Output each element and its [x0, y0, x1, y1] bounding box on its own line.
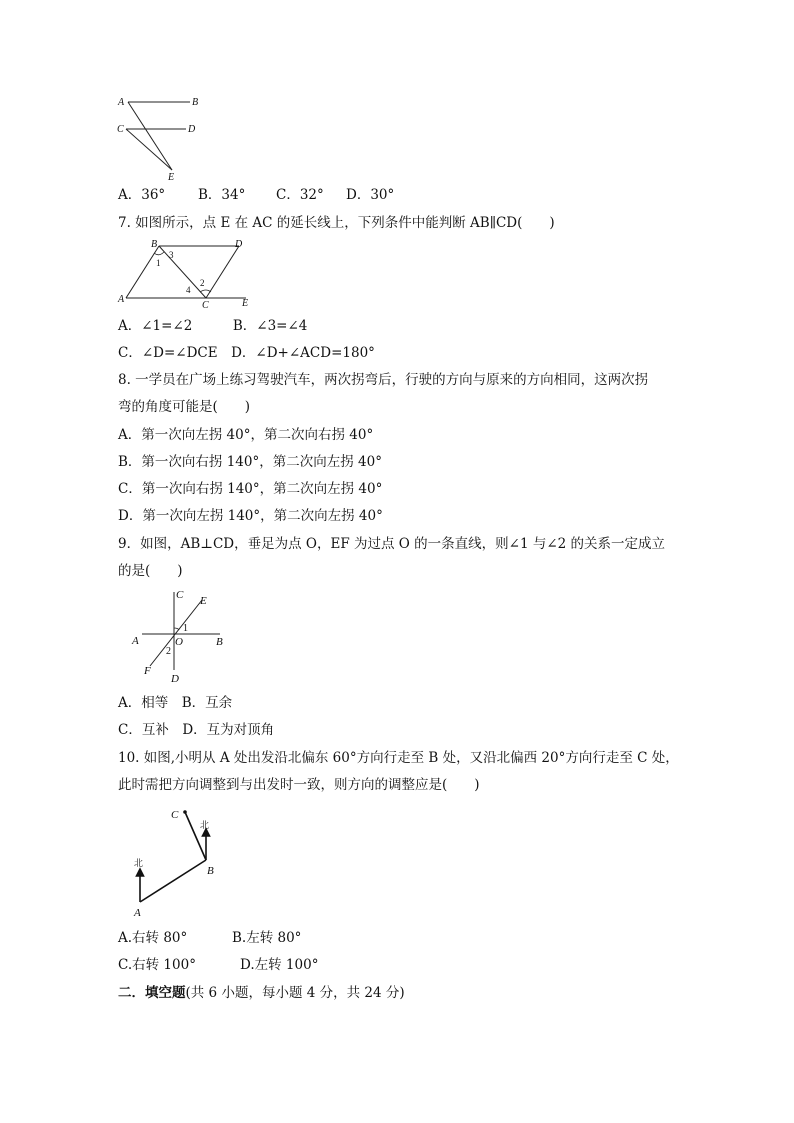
angle-label-1: 1	[183, 623, 188, 634]
q8-stem-line1: 8. 一学员在广场上练习驾驶汽车，两次拐弯后，行驶的方向与原来的方向相同，这两次拐	[118, 372, 649, 388]
angle-label-4: 4	[186, 285, 191, 295]
angle-arc-c	[200, 290, 211, 292]
label-a: A	[132, 635, 139, 647]
angle-label-2: 2	[200, 278, 205, 288]
section-2-note: (共 6 小题，每小题 4 分，共 24 分)	[185, 985, 405, 1001]
label-b: B	[207, 865, 214, 877]
path-bc	[185, 812, 206, 860]
label-d: D	[235, 239, 243, 250]
q7-options-line2: C．∠D=∠DCE D．∠D+∠ACD=180°	[118, 345, 375, 361]
section-2-heading	[118, 984, 405, 1002]
q10-stem-line1: 10. 如图,小明从 A 处出发沿北偏东 60°方向行走至 B 处，又沿北偏西 20°方向行走至 C 处，	[118, 750, 679, 766]
line-ab	[126, 246, 159, 298]
q9-options-line1: A．相等 B．互余	[118, 695, 233, 711]
q9-figure	[126, 586, 236, 686]
q10-stem-line2: 此时需把方向调整到与出发时一致，则方向的调整应是( )	[118, 777, 480, 793]
label-d: D	[188, 124, 196, 135]
q7-figure	[114, 236, 254, 308]
label-e: E	[242, 298, 249, 308]
label-e: E	[200, 595, 207, 607]
q8-option-b: B．第一次向右拐 140°，第二次向左拐 40°	[118, 454, 382, 470]
label-d: D	[171, 673, 179, 685]
q9-stem-line1: 9．如图，AB⊥CD，垂足为点 O，EF 为过点 O 的一条直线，则∠1 与∠2 的关系一定成立	[118, 536, 666, 552]
q10-option-b: B.左转 80°	[232, 930, 302, 946]
point-c	[183, 810, 187, 814]
line-cd	[206, 246, 239, 298]
q6-option-a: A．36°	[118, 187, 166, 203]
q9-options-line2: C．互补 D．互为对顶角	[118, 722, 275, 738]
north-label-b: 北	[200, 821, 210, 831]
label-a: A	[118, 97, 125, 108]
label-b: B	[192, 97, 199, 108]
label-c: C	[176, 589, 184, 601]
angle-label-1: 1	[156, 258, 161, 268]
label-o: O	[175, 636, 183, 648]
angle-label-2: 2	[166, 646, 171, 657]
q10-option-d: D.左转 100°	[240, 957, 319, 973]
label-c: C	[202, 300, 209, 308]
q10-figure	[126, 804, 226, 920]
q7-options-line1: A．∠1=∠2 B．∠3=∠4	[118, 318, 308, 334]
q6-option-b: B．34°	[198, 187, 246, 203]
q9-stem-line2: 的是( )	[118, 563, 183, 579]
label-a: A	[118, 294, 125, 305]
label-c: C	[117, 124, 124, 135]
q6-option-c: C．32°	[276, 187, 324, 203]
label-b: B	[151, 239, 158, 250]
q10-option-c: C.右转 100°	[118, 957, 196, 973]
line-ef	[150, 600, 202, 666]
q8-option-c: C．第一次向右拐 140°，第二次向左拐 40°	[118, 481, 383, 497]
angle-label-3: 3	[169, 250, 174, 260]
section-2-title: 二．填空题	[118, 985, 186, 1001]
q6-option-d: D．30°	[346, 187, 395, 203]
line-bc	[159, 246, 206, 298]
q8-option-d: D．第一次向左拐 140°，第二次向左拐 40°	[118, 508, 383, 524]
label-f: F	[144, 665, 151, 677]
q7-stem: 7. 如图所示，点 E 在 AC 的延长线上，下列条件中能判断 AB∥CD( )	[118, 215, 555, 231]
path-ab	[140, 860, 206, 902]
north-label-a: 北	[134, 859, 144, 869]
label-c: C	[171, 809, 179, 821]
q8-option-a: A．第一次向左拐 40°，第二次向右拐 40°	[118, 427, 374, 443]
label-a: A	[134, 907, 141, 919]
label-e: E	[168, 172, 175, 182]
label-b: B	[216, 636, 223, 648]
q6-figure	[112, 92, 212, 182]
q10-option-a: A.右转 80°	[118, 930, 188, 946]
q8-stem-line2: 弯的角度可能是( )	[118, 399, 251, 415]
